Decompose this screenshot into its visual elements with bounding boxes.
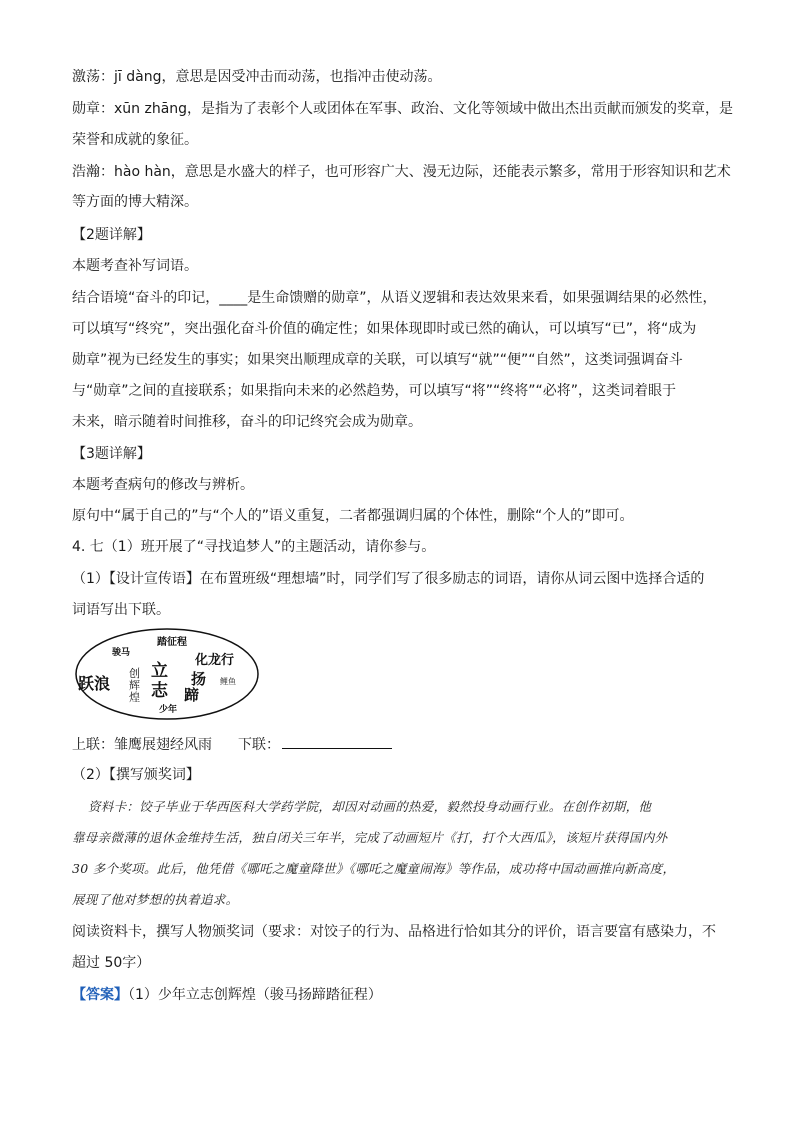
resource-card-line: 靠母亲微薄的退休金维持生活，独自闭关三年半，完成了动画短片《打，打个大西瓜》，该短片获得国内外 <box>72 830 668 845</box>
couplet-answer-blank <box>282 734 392 749</box>
answer-line <box>72 985 382 1005</box>
cloud-word: 立 <box>151 661 168 681</box>
q2-heading: 【2题详解】 <box>72 227 151 243</box>
q4-sub2-heading: （2）【撰写颁奖词】 <box>72 767 200 783</box>
cloud-word: 扬 <box>191 670 207 688</box>
q4-sub2-requirement-line1: 阅读资料卡，撰写人物颁奖词（要求：对饺子的行为、品格进行恰如其分的评价，语言要富有感染力，不 <box>72 924 716 940</box>
cloud-word: 鲤鱼 <box>220 677 236 686</box>
cloud-word: 煌 <box>129 691 140 704</box>
cloud-word: 骏马 <box>112 648 131 658</box>
cloud-word: 踏征程 <box>157 637 187 648</box>
q2-line: 结合语境“奋斗的印记，____是生命馈赠的勋章”，从语义逻辑和表达效果来看，如果强调结果的必然性， <box>72 290 717 306</box>
answer-tag: 【答案】 <box>72 987 128 1003</box>
word-cloud <box>74 627 260 721</box>
q3-line: 原句中“属于自己的”与“个人的”语义重复，二者都强调归属的个体性，删除“个人的”即可。 <box>72 508 634 524</box>
q4-sub1-line1: （1）【设计宣传语】在布置班级“理想墙”时，同学们写了很多励志的词语，请你从词云图中选择合适的 <box>72 571 705 587</box>
couplet-line <box>72 734 392 755</box>
cloud-word: 创 <box>129 667 140 680</box>
q4-sub2-requirement-line2: 超过 50字） <box>72 955 151 971</box>
q2-line: 勋章”视为已经发生的事实；如果突出顺理成章的关联，可以填写“就”“便”“自然”，这类词强调奋斗 <box>72 352 683 368</box>
q4-sub1-line2: 词语写出下联。 <box>72 602 170 618</box>
entry-jidang: 激荡：jī dàng，意思是因受冲击而动荡，也指冲击使动荡。 <box>72 69 442 85</box>
couplet-lower-label: 下联： <box>238 737 280 753</box>
resource-card-line: 展现了他对梦想的执着追求。 <box>72 892 239 907</box>
cloud-word: 少年 <box>159 705 178 715</box>
cloud-word: 辉 <box>129 679 140 692</box>
q4-title: 4. 七（1）班开展了“寻找追梦人”的主题活动，请你参与。 <box>72 539 436 555</box>
cloud-word: 志 <box>151 681 168 701</box>
couplet-upper: 上联：雏鹰展翅经风雨 <box>72 737 212 753</box>
resource-card-line: 30 多个奖项。此后，他凭借《哪吒之魔童降世》《哪吒之魔童闹海》等作品，成功将中国动画推向新高度， <box>72 861 676 876</box>
resource-card-line: 资料卡：饺子毕业于华西医科大学药学院，却因对动画的热爱，毅然投身动画行业。在创作初期，他 <box>88 799 652 814</box>
answer-text: （1）少年立志创辉煌（骏马扬蹄踏征程） <box>128 987 382 1003</box>
cloud-word: 化龙行 <box>195 653 235 668</box>
q3-heading: 【3题详解】 <box>72 446 151 462</box>
entry-xunzhang-line1: 勋章：xūn zhāng，是指为了表彰个人或团体在军事、政治、文化等领域中做出杰出贡献而颁发的奖章，是 <box>72 101 734 117</box>
cloud-word: 跃浪 <box>78 674 111 693</box>
entry-haohan-line2: 等方面的博大精深。 <box>72 194 198 210</box>
entry-xunzhang-line2: 荣誉和成就的象征。 <box>72 132 198 148</box>
entry-haohan-line1: 浩瀚：hào hàn，意思是水盛大的样子，也可形容广大、漫无边际，还能表示繁多，常用于形容知识和艺术 <box>72 164 731 180</box>
q2-line: 与“勋章”之间的直接联系；如果指向未来的必然趋势，可以填写“将”“终将”“必将”，这类词着眼于 <box>72 383 677 399</box>
cloud-word: 蹄 <box>184 686 200 704</box>
q2-intro: 本题考查补写词语。 <box>72 258 198 274</box>
q2-line: 未来，暗示随着时间推移，奋斗的印记终究会成为勋章。 <box>72 414 422 430</box>
q3-intro: 本题考查病句的修改与辨析。 <box>72 477 254 493</box>
q2-line: 可以填写“终究”，突出强化奋斗价值的确定性；如果体现即时或已然的确认，可以填写“已”，将“成为 <box>72 321 697 337</box>
